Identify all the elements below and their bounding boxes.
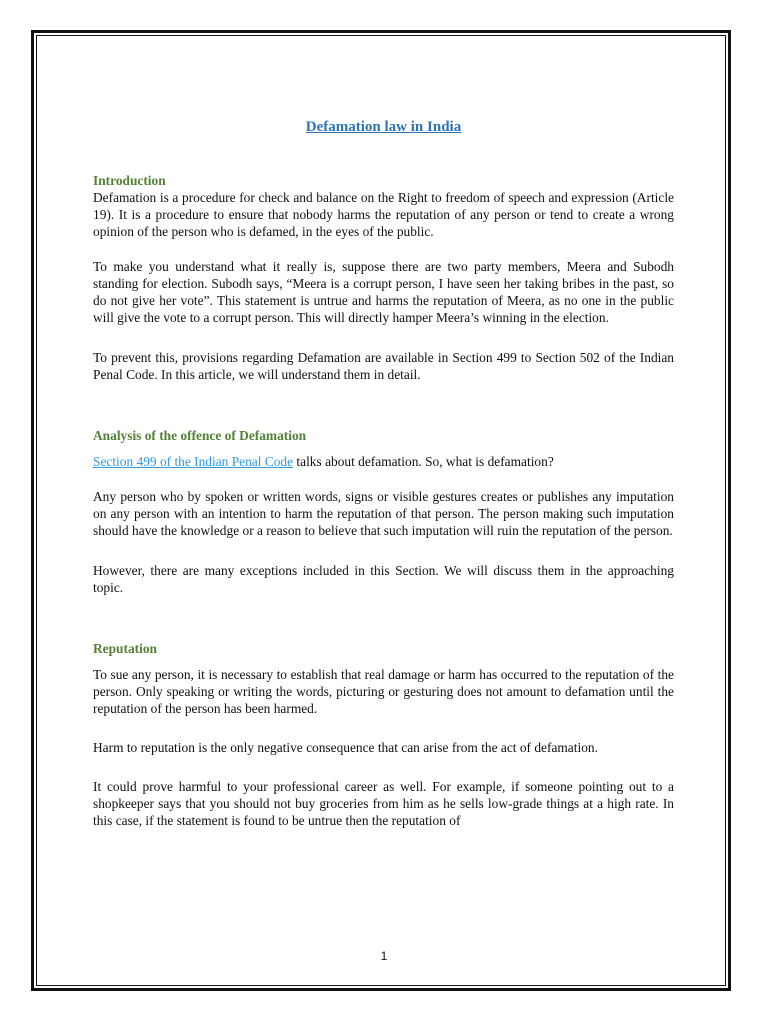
intro-paragraph-3: To prevent this, provisions regarding Defamation are available in Section 499 to Section 502 of the Indian Penal Code. In this article, we will understand them in detail.: [93, 350, 674, 382]
reputation-paragraph-1: To sue any person, it is necessary to establish that real damage or harm has occurred to the reputation of the person. Only speaking or writing the words, picturing or gesturing does not amount to defamation until the reputation of the person has been harmed.: [93, 667, 674, 716]
page-number: 1: [380, 949, 388, 963]
reputation-paragraph-2: Harm to reputation is the only negative consequence that can arise from the act of defamation.: [93, 740, 598, 755]
document-body: [93, 117, 674, 829]
intro-paragraph-2: To make you understand what it really is, suppose there are two party members, Meera and Subodh standing for election. Subodh says, “Meera is a corrupt person, I have seen her taking bribes in the past, so do not give her vote”. This statement is untrue and harms the reputation of Meera, as no one in the public will give the vote to a corrupt person. This will directly hamper Meera’s winning in the election.: [93, 259, 674, 325]
heading-reputation: Reputation: [93, 641, 157, 656]
analysis-paragraph-2: Any person who by spoken or written words, signs or visible gestures creates or publishes any imputation on any person with an intention to harm the reputation of that person. The person making such imputation should have the knowledge or a reason to believe that such imputation will ruin the reputation of the person.: [93, 489, 674, 538]
reputation-paragraph-3: It could prove harmful to your professional career as well. For example, if someone pointing out to a shopkeeper says that you should not buy groceries from him as he sells low-grade things at a high rate. In this case, if the statement is found to be untrue then the reputation of: [93, 779, 674, 828]
heading-analysis: Analysis of the offence of Defamation: [93, 428, 307, 443]
intro-paragraph-1: Defamation is a procedure for check and balance on the Right to freedom of speech and expression (Article 19). It is a procedure to ensure that nobody harms the reputation of any person or tend to create a wrong opinion of the person who is defamed, in the eyes of the public.: [93, 190, 674, 239]
analysis-paragraph-1-text: talks about defamation. So, what is defamation?: [293, 454, 554, 469]
document-title: Defamation law in India: [305, 119, 462, 135]
analysis-paragraph-3: However, there are many exceptions included in this Section. We will discuss them in the approaching topic.: [93, 563, 674, 595]
analysis-paragraph-1: [93, 453, 674, 470]
section-499-link[interactable]: Section 499 of the Indian Penal Code: [93, 454, 294, 469]
heading-introduction: Introduction: [93, 173, 166, 188]
